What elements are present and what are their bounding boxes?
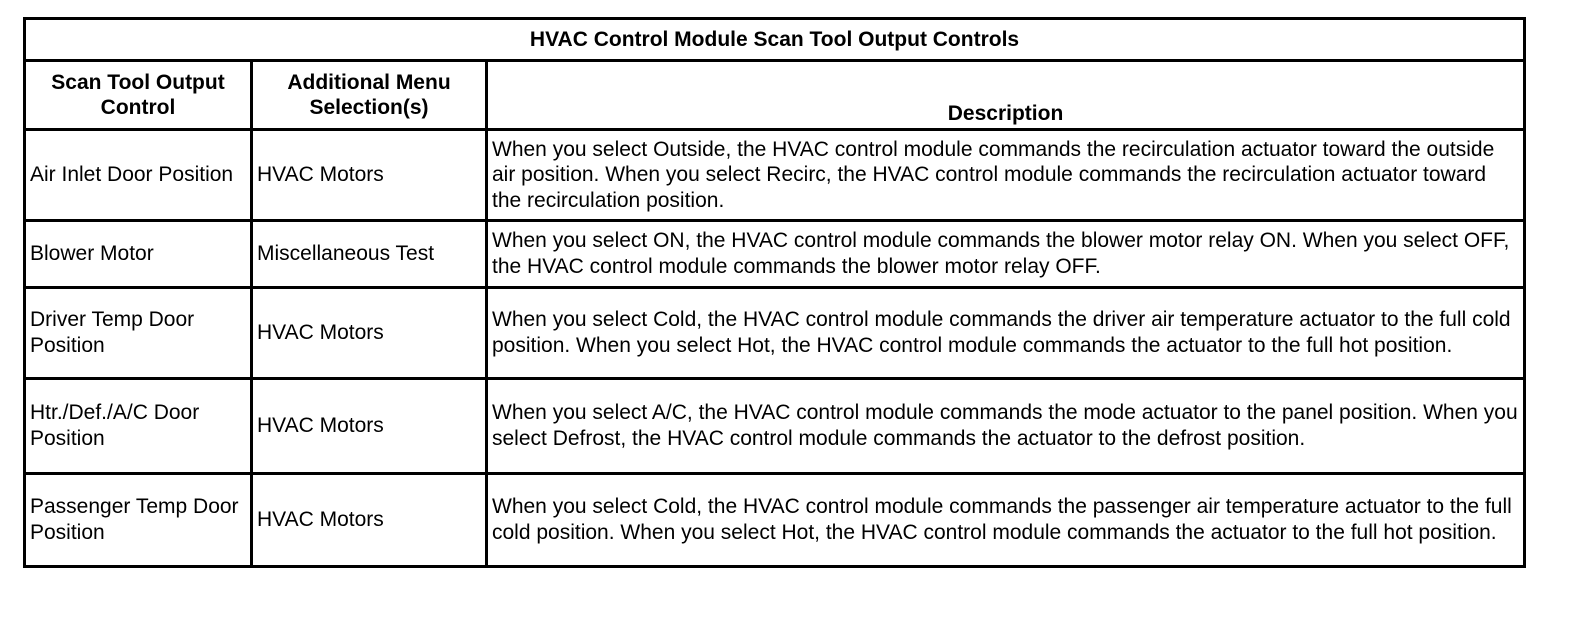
table-row [25, 221, 1525, 288]
table-header-row [25, 61, 1525, 130]
menu-cell: Miscellaneous Test [252, 221, 487, 288]
header-description: Description [487, 61, 1525, 130]
control-cell: Passenger Temp Door Position [25, 474, 252, 567]
output-controls-table [23, 17, 1526, 568]
menu-cell: HVAC Motors [252, 130, 487, 221]
header-control: Scan Tool Output Control [25, 61, 252, 130]
control-cell: Htr./Def./A/C Door Position [25, 379, 252, 474]
description-cell: When you select Cold, the HVAC control module commands the driver air temperature actuator to the full cold position. When you select Hot, the HVAC control module commands the actuator to the full hot position. [487, 288, 1525, 379]
table-row [25, 130, 1525, 221]
control-cell: Air Inlet Door Position [25, 130, 252, 221]
menu-cell: HVAC Motors [252, 379, 487, 474]
table-row [25, 288, 1525, 379]
header-menu-selection: Additional Menu Selection(s) [252, 61, 487, 130]
control-cell: Driver Temp Door Position [25, 288, 252, 379]
control-cell: Blower Motor [25, 221, 252, 288]
description-cell: When you select Outside, the HVAC control module commands the recirculation actuator toward the outside air position. When you select Recirc, the HVAC control module commands the recirculation actuator toward the recirculation position. [487, 130, 1525, 221]
table-row [25, 379, 1525, 474]
description-cell: When you select A/C, the HVAC control module commands the mode actuator to the panel position. When you select Defrost, the HVAC control module commands the actuator to the defrost position. [487, 379, 1525, 474]
menu-cell: HVAC Motors [252, 474, 487, 567]
table-row [25, 474, 1525, 567]
table-title: HVAC Control Module Scan Tool Output Controls [25, 19, 1525, 61]
description-cell: When you select ON, the HVAC control module commands the blower motor relay ON. When you select OFF, the HVAC control module commands the blower motor relay OFF. [487, 221, 1525, 288]
menu-cell: HVAC Motors [252, 288, 487, 379]
description-cell: When you select Cold, the HVAC control module commands the passenger air temperature actuator to the full cold position. When you select Hot, the HVAC control module commands the actuator to the full hot position. [487, 474, 1525, 567]
table-title-row [25, 19, 1525, 61]
